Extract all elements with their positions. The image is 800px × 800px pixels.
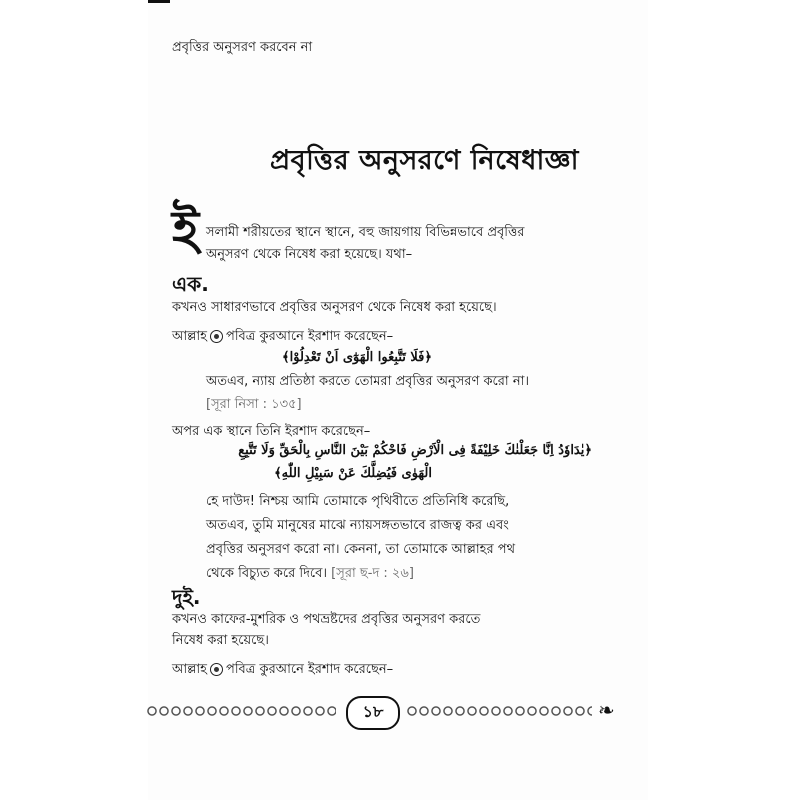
section-two-text-line-1: কখনও কাফের-মুশরিক ও পথভ্রষ্টদের প্রবৃত্তির অনুসরণ করতে	[172, 612, 481, 627]
translation-2-line-4	[206, 564, 414, 585]
another-place-line: অপর এক স্থানে তিনি ইরশাদ করেছেন–	[172, 424, 371, 439]
honorific-seal-icon	[210, 663, 223, 676]
intro-line-2: অনুসরণ থেকে নিষেধ করা হয়েছে। যথা–	[206, 247, 413, 262]
translation-2-line-1: হে দাউদ! নিশ্চয় আমি তোমাকে পৃথিবীতে প্রতিনিধি করেছি,	[206, 494, 510, 509]
translation-2-line-2: অতএব, তুমি মানুষের মাঝে ন্যায়সঙ্গতভাবে রাজত্ব কর এবং	[206, 518, 509, 533]
ornament-left	[146, 704, 336, 718]
page-number-badge: ১৮	[346, 696, 400, 730]
drop-cap: ই	[172, 200, 200, 260]
honorific-seal-icon	[210, 330, 223, 343]
footer-ornament	[146, 696, 615, 726]
arabic-verse-2-line-2: الْهَوٰى فَيُضِلَّكَ عَنْ سَبِيْلِ اللّٰهِ﴾	[274, 466, 432, 481]
allah-says-line-1	[172, 327, 393, 348]
translation-2-line-4-text: থেকে বিচ্যুত করে দিবে।	[206, 566, 328, 581]
intro-line-1: সলামী শরীয়তের স্থানে স্থানে, বহু জায়গায় বিভিন্নভাবে প্রবৃত্তির	[206, 225, 525, 240]
running-head: প্রবৃত্তির অনুসরণ করবেন না	[172, 40, 313, 55]
ornament-right	[406, 704, 592, 718]
allah-says-line-2	[172, 660, 393, 681]
reference-1: [সূরা নিসা : ১৩৫]	[206, 397, 302, 412]
translation-1: অতএব, ন্যায় প্রতিষ্ঠা করতে তোমরা প্রবৃত্তির অনুসরণ করো না।	[206, 374, 530, 389]
quran-says-label: পবিত্র কুরআনে ইরশাদ করেছেন–	[226, 329, 394, 344]
allah-label: আল্লাহ	[172, 662, 208, 677]
arabic-verse-1: ﴿فَلَا تَتَّبِعُوا الْهَوٰٓى اَنْ تَعْدِلُوْا﴾	[282, 350, 432, 365]
top-rule	[148, 0, 170, 3]
arabic-verse-2-line-1: ﴿يٰدَاوٗدُ اِنَّا جَعَلْنٰكَ خَلِيْفَةً فِى الْاَرْضِ فَاحْكُمْ بَيْنَ النَّاسِ بِالْحَقِّ وَلَا تَتَّبِعِ	[238, 443, 592, 458]
allah-label: আল্লাহ	[172, 329, 208, 344]
reference-2: [সূরা ছ-দ : ২৬]	[331, 566, 414, 581]
section-heading-two: দুই.	[172, 585, 201, 609]
quran-says-label: পবিত্র কুরআনে ইরশাদ করেছেন–	[226, 662, 394, 677]
chapter-title: প্রবৃত্তির অনুসরণে নিষেধাজ্ঞা	[270, 145, 579, 176]
translation-2-line-3: প্রবৃত্তির অনুসরণ করো না। কেননা, তা তোমাকে আল্লাহর পথ	[206, 542, 516, 557]
section-one-text: কখনও সাধারণভাবে প্রবৃত্তির অনুসরণ থেকে নিষেধ করা হয়েছে।	[172, 300, 497, 315]
end-flourish-icon: ❧	[598, 698, 615, 722]
section-two-text-line-2: নিষেধ করা হয়েছে।	[172, 633, 269, 648]
section-heading-one: এক.	[172, 272, 209, 296]
